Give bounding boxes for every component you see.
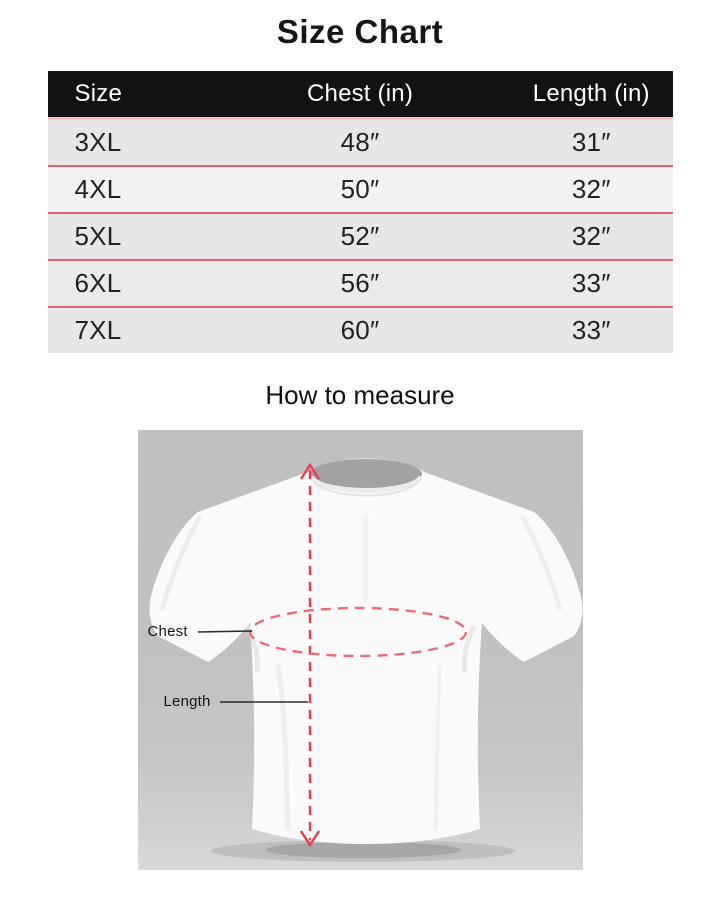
page-title: Size Chart xyxy=(276,13,444,50)
size-cell: 7XL xyxy=(74,315,122,345)
table-row xyxy=(48,119,673,167)
how-to-measure-heading: How to measure xyxy=(265,380,455,410)
size-cell: 5XL xyxy=(74,221,122,251)
length-cell: 33″ xyxy=(571,268,611,298)
table-row xyxy=(48,307,673,353)
chest-cell: 60″ xyxy=(340,315,380,345)
table-row xyxy=(48,166,673,213)
column-header-size: Size xyxy=(48,71,211,119)
size-table-header xyxy=(48,71,673,119)
length-label: Length xyxy=(163,693,211,710)
size-table-body xyxy=(48,119,673,354)
length-cell: 33″ xyxy=(571,315,611,345)
column-header-chest: Chest (in) xyxy=(210,71,510,119)
chest-cell: 50″ xyxy=(340,174,380,204)
table-row xyxy=(48,213,673,260)
chest-cell: 52″ xyxy=(340,221,380,251)
chest-pointer-line xyxy=(198,631,252,632)
size-cell: 4XL xyxy=(74,174,122,204)
size-cell: 6XL xyxy=(74,268,122,298)
length-cell: 31″ xyxy=(571,127,611,157)
chest-label: Chest xyxy=(147,623,188,640)
length-cell: 32″ xyxy=(571,174,611,204)
size-table xyxy=(48,71,673,353)
fold-line xyxy=(365,514,366,602)
header-row xyxy=(48,71,673,119)
size-cell: 3XL xyxy=(74,127,122,157)
length-cell: 32″ xyxy=(571,221,611,251)
shirt-shadow-core xyxy=(265,842,461,858)
chest-cell: 56″ xyxy=(340,268,380,298)
size-table-container xyxy=(48,71,673,353)
chest-cell: 48″ xyxy=(340,127,380,157)
tshirt-graphic xyxy=(138,430,583,870)
table-row xyxy=(48,260,673,307)
column-header-length: Length (in) xyxy=(510,71,673,119)
measure-diagram xyxy=(138,430,583,870)
